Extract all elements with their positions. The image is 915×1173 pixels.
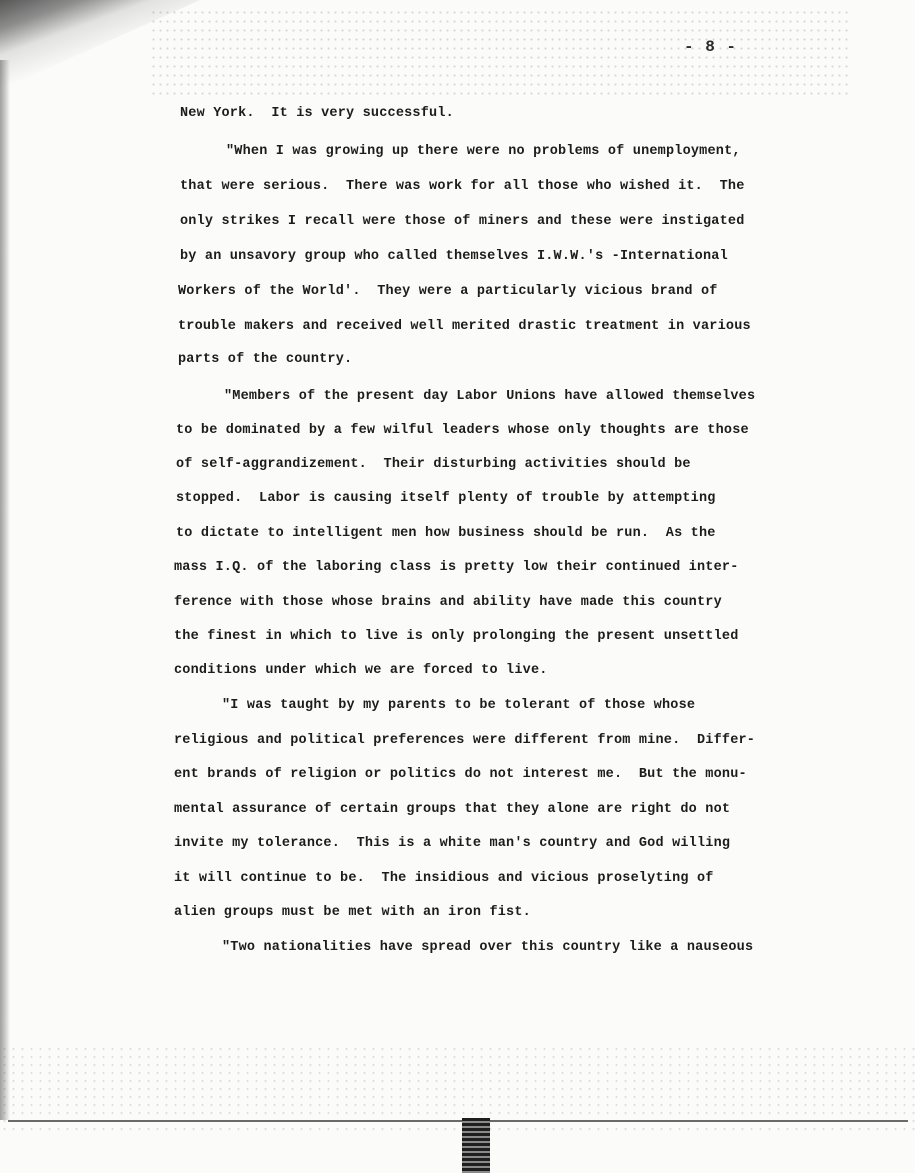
text-line: that were serious. There was work for all those who wished it. The bbox=[180, 179, 745, 194]
text-line: conditions under which we are forced to live. bbox=[174, 663, 548, 678]
text-line: by an unsavory group who called themselves I.W.W.'s -International bbox=[180, 249, 728, 264]
text-line: to dictate to intelligent men how business should be run. As the bbox=[176, 526, 716, 541]
scan-bottom-rule bbox=[8, 1120, 908, 1122]
text-line: trouble makers and received well merited drastic treatment in various bbox=[178, 319, 751, 334]
text-line: invite my tolerance. This is a white man's country and God willing bbox=[174, 836, 731, 851]
text-line: "Members of the present day Labor Unions have allowed themselves bbox=[224, 389, 756, 404]
text-line: stopped. Labor is causing itself plenty of trouble by attempting bbox=[176, 491, 716, 506]
text-line: Workers of the World'. They were a particularly vicious brand of bbox=[178, 284, 718, 299]
text-line: alien groups must be met with an iron fist. bbox=[174, 905, 531, 920]
scan-binding-clip bbox=[462, 1118, 490, 1173]
text-line: only strikes I recall were those of miners and these were instigated bbox=[180, 214, 745, 229]
text-line: parts of the country. bbox=[178, 352, 353, 367]
scan-noise-top bbox=[150, 8, 850, 98]
text-line: of self-aggrandizement. Their disturbing activities should be bbox=[176, 457, 691, 472]
text-line: mass I.Q. of the laboring class is pretty low their continued inter- bbox=[174, 560, 739, 575]
text-line: ent brands of religion or politics do not interest me. But the monu- bbox=[174, 767, 747, 782]
page-number: - 8 - bbox=[684, 38, 738, 56]
text-line: ference with those whose brains and ability have made this country bbox=[174, 595, 722, 610]
text-line: religious and political preferences were different from mine. Differ- bbox=[174, 733, 756, 748]
text-line: "I was taught by my parents to be tolerant of those whose bbox=[222, 698, 696, 713]
scan-left-edge bbox=[0, 60, 10, 1120]
text-line: to be dominated by a few wilful leaders whose only thoughts are those bbox=[176, 423, 749, 438]
text-line: New York. It is very successful. bbox=[180, 106, 454, 121]
text-line: it will continue to be. The insidious and vicious proselyting of bbox=[174, 871, 714, 886]
text-line: "Two nationalities have spread over this country like a nauseous bbox=[222, 940, 754, 955]
text-line: the finest in which to live is only prolonging the present unsettled bbox=[174, 629, 739, 644]
text-line: mental assurance of certain groups that they alone are right do not bbox=[174, 802, 731, 817]
text-line: "When I was growing up there were no problems of unemployment, bbox=[226, 144, 741, 159]
